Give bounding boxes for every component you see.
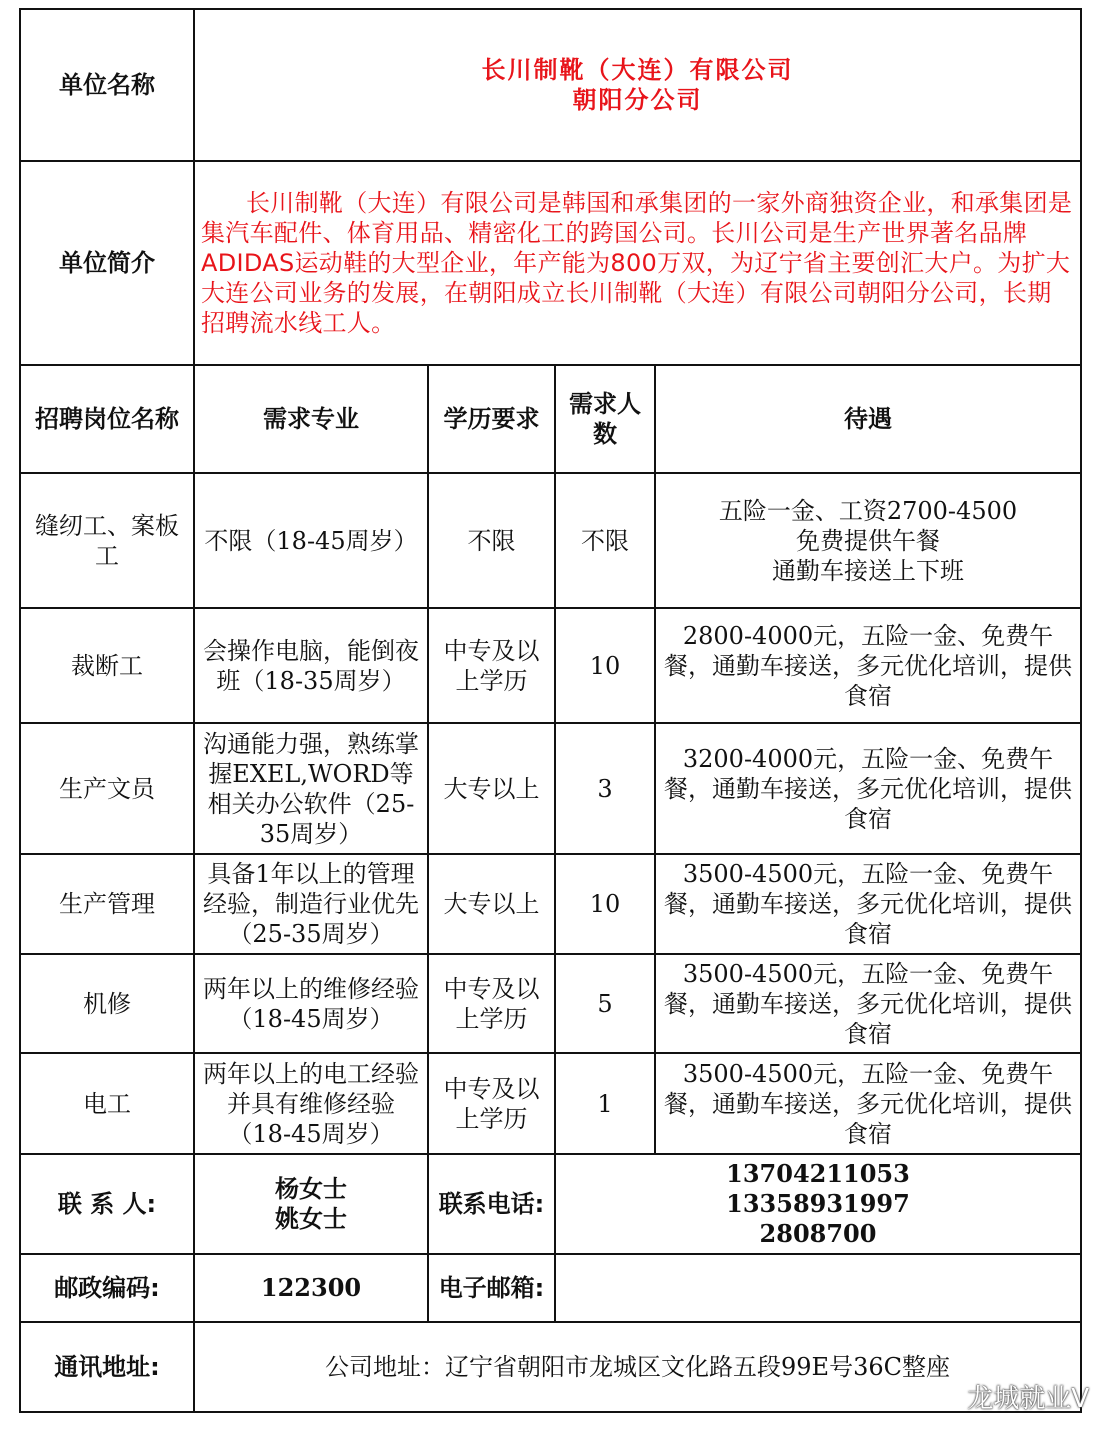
- postcode-label: 邮政编码:: [20, 1254, 194, 1322]
- contact-person-1: 杨女士: [275, 1174, 347, 1203]
- company-intro-text: 长川制靴（大连）有限公司是韩国和承集团的一家外商独资企业，和承集团是集汽车配件、体育用品、精密化工的跨国公司。长川公司是生产世界著名品牌ADIDAS运动鞋的大型企业，年产能为800万双，为辽宁省主要创汇大户。为扩大大连公司业务的发展，在朝阳成立长川制靴（大连）有限公司朝阳分公司，长期招聘流水线工人。: [194, 161, 1081, 365]
- recruitment-table: [19, 8, 1082, 1413]
- header-count: 需求人数: [555, 365, 655, 473]
- job-count: 5: [555, 954, 655, 1053]
- job-education: 大专以上: [428, 854, 555, 954]
- job-education: 大专以上: [428, 723, 555, 854]
- contact-phone-1: 13704211053: [726, 1159, 910, 1188]
- job-position: 生产管理: [20, 854, 194, 954]
- job-count: 10: [555, 608, 655, 723]
- job-benefits: 五险一金、工资2700-4500 免费提供午餐 通勤车接送上下班: [655, 473, 1081, 608]
- job-education: 不限: [428, 473, 555, 608]
- contact-phones: [555, 1154, 1081, 1254]
- job-education: 中专及以上学历: [428, 608, 555, 723]
- job-count: 不限: [555, 473, 655, 608]
- watermark-text: 龙城就业V: [967, 1383, 1089, 1414]
- job-benefits: 3200-4000元，五险一金、免费午餐，通勤车接送，多元优化培训，提供食宿: [655, 723, 1081, 854]
- table-header-row: [20, 365, 1081, 473]
- job-position: 机修: [20, 954, 194, 1053]
- job-education: 中专及以上学历: [428, 954, 555, 1053]
- company-name: [194, 9, 1081, 161]
- contact-row: [20, 1154, 1081, 1254]
- header-position: 招聘岗位名称: [20, 365, 194, 473]
- job-benefits: 3500-4500元，五险一金、免费午餐，通勤车接送，多元优化培训，提供食宿: [655, 1053, 1081, 1154]
- job-benefits: 3500-4500元，五险一金、免费午餐，通勤车接送，多元优化培训，提供食宿: [655, 954, 1081, 1053]
- table-row: [20, 1053, 1081, 1154]
- contact-persons: [194, 1154, 428, 1254]
- contact-person-2: 姚女士: [275, 1204, 347, 1233]
- job-benefits: 3500-4500元，五险一金、免费午餐，通勤车接送，多元优化培训，提供食宿: [655, 854, 1081, 954]
- address-row: [20, 1322, 1081, 1412]
- header-major: 需求专业: [194, 365, 428, 473]
- contact-phone-3: 2808700: [759, 1219, 877, 1248]
- job-major: 沟通能力强，熟练掌握EXEL,WORD等相关办公软件（25-35周岁）: [194, 723, 428, 854]
- postcode-value: 122300: [194, 1254, 428, 1322]
- postcode-row: [20, 1254, 1081, 1322]
- job-major: 不限（18-45周岁）: [194, 473, 428, 608]
- job-position: 裁断工: [20, 608, 194, 723]
- address-label: 通讯地址:: [20, 1322, 194, 1412]
- cropped-top-heading: [400, 0, 700, 6]
- table-row: [20, 723, 1081, 854]
- job-major: 两年以上的维修经验（18-45周岁）: [194, 954, 428, 1053]
- job-major: 具备1年以上的管理经验，制造行业优先（25-35周岁）: [194, 854, 428, 954]
- job-major: 两年以上的电工经验并具有维修经验（18-45周岁）: [194, 1053, 428, 1154]
- email-label: 电子邮箱:: [428, 1254, 555, 1322]
- header-benefits: 待遇: [655, 365, 1081, 473]
- email-value: [555, 1254, 1081, 1322]
- company-intro-label: 单位简介: [20, 161, 194, 365]
- job-education: 中专及以上学历: [428, 1053, 555, 1154]
- contact-person-label: 联 系 人:: [20, 1154, 194, 1254]
- job-major: 会操作电脑，能倒夜班（18-35周岁）: [194, 608, 428, 723]
- contact-phone-2: 13358931997: [726, 1189, 910, 1218]
- job-position: 电工: [20, 1053, 194, 1154]
- company-intro-row: [20, 161, 1081, 365]
- job-count: 10: [555, 854, 655, 954]
- table-row: [20, 473, 1081, 608]
- company-name-line1: 长川制靴（大连）有限公司: [481, 56, 794, 84]
- company-name-line2: 朝阳分公司: [572, 86, 703, 114]
- company-name-row: [20, 9, 1081, 161]
- company-name-label: 单位名称: [20, 9, 194, 161]
- job-count: 1: [555, 1053, 655, 1154]
- job-count: 3: [555, 723, 655, 854]
- watermark: [923, 1376, 1089, 1416]
- job-position: 缝纫工、案板工: [20, 473, 194, 608]
- wechat-icon: [923, 1381, 959, 1411]
- contact-phone-label: 联系电话:: [428, 1154, 555, 1254]
- header-education: 学历要求: [428, 365, 555, 473]
- table-row: [20, 608, 1081, 723]
- address-value: 公司地址：辽宁省朝阳市龙城区文化路五段99E号36C整座: [194, 1322, 1081, 1412]
- table-row: [20, 854, 1081, 954]
- job-position: 生产文员: [20, 723, 194, 854]
- job-benefits: 2800-4000元，五险一金、免费午餐，通勤车接送，多元优化培训，提供食宿: [655, 608, 1081, 723]
- table-row: [20, 954, 1081, 1053]
